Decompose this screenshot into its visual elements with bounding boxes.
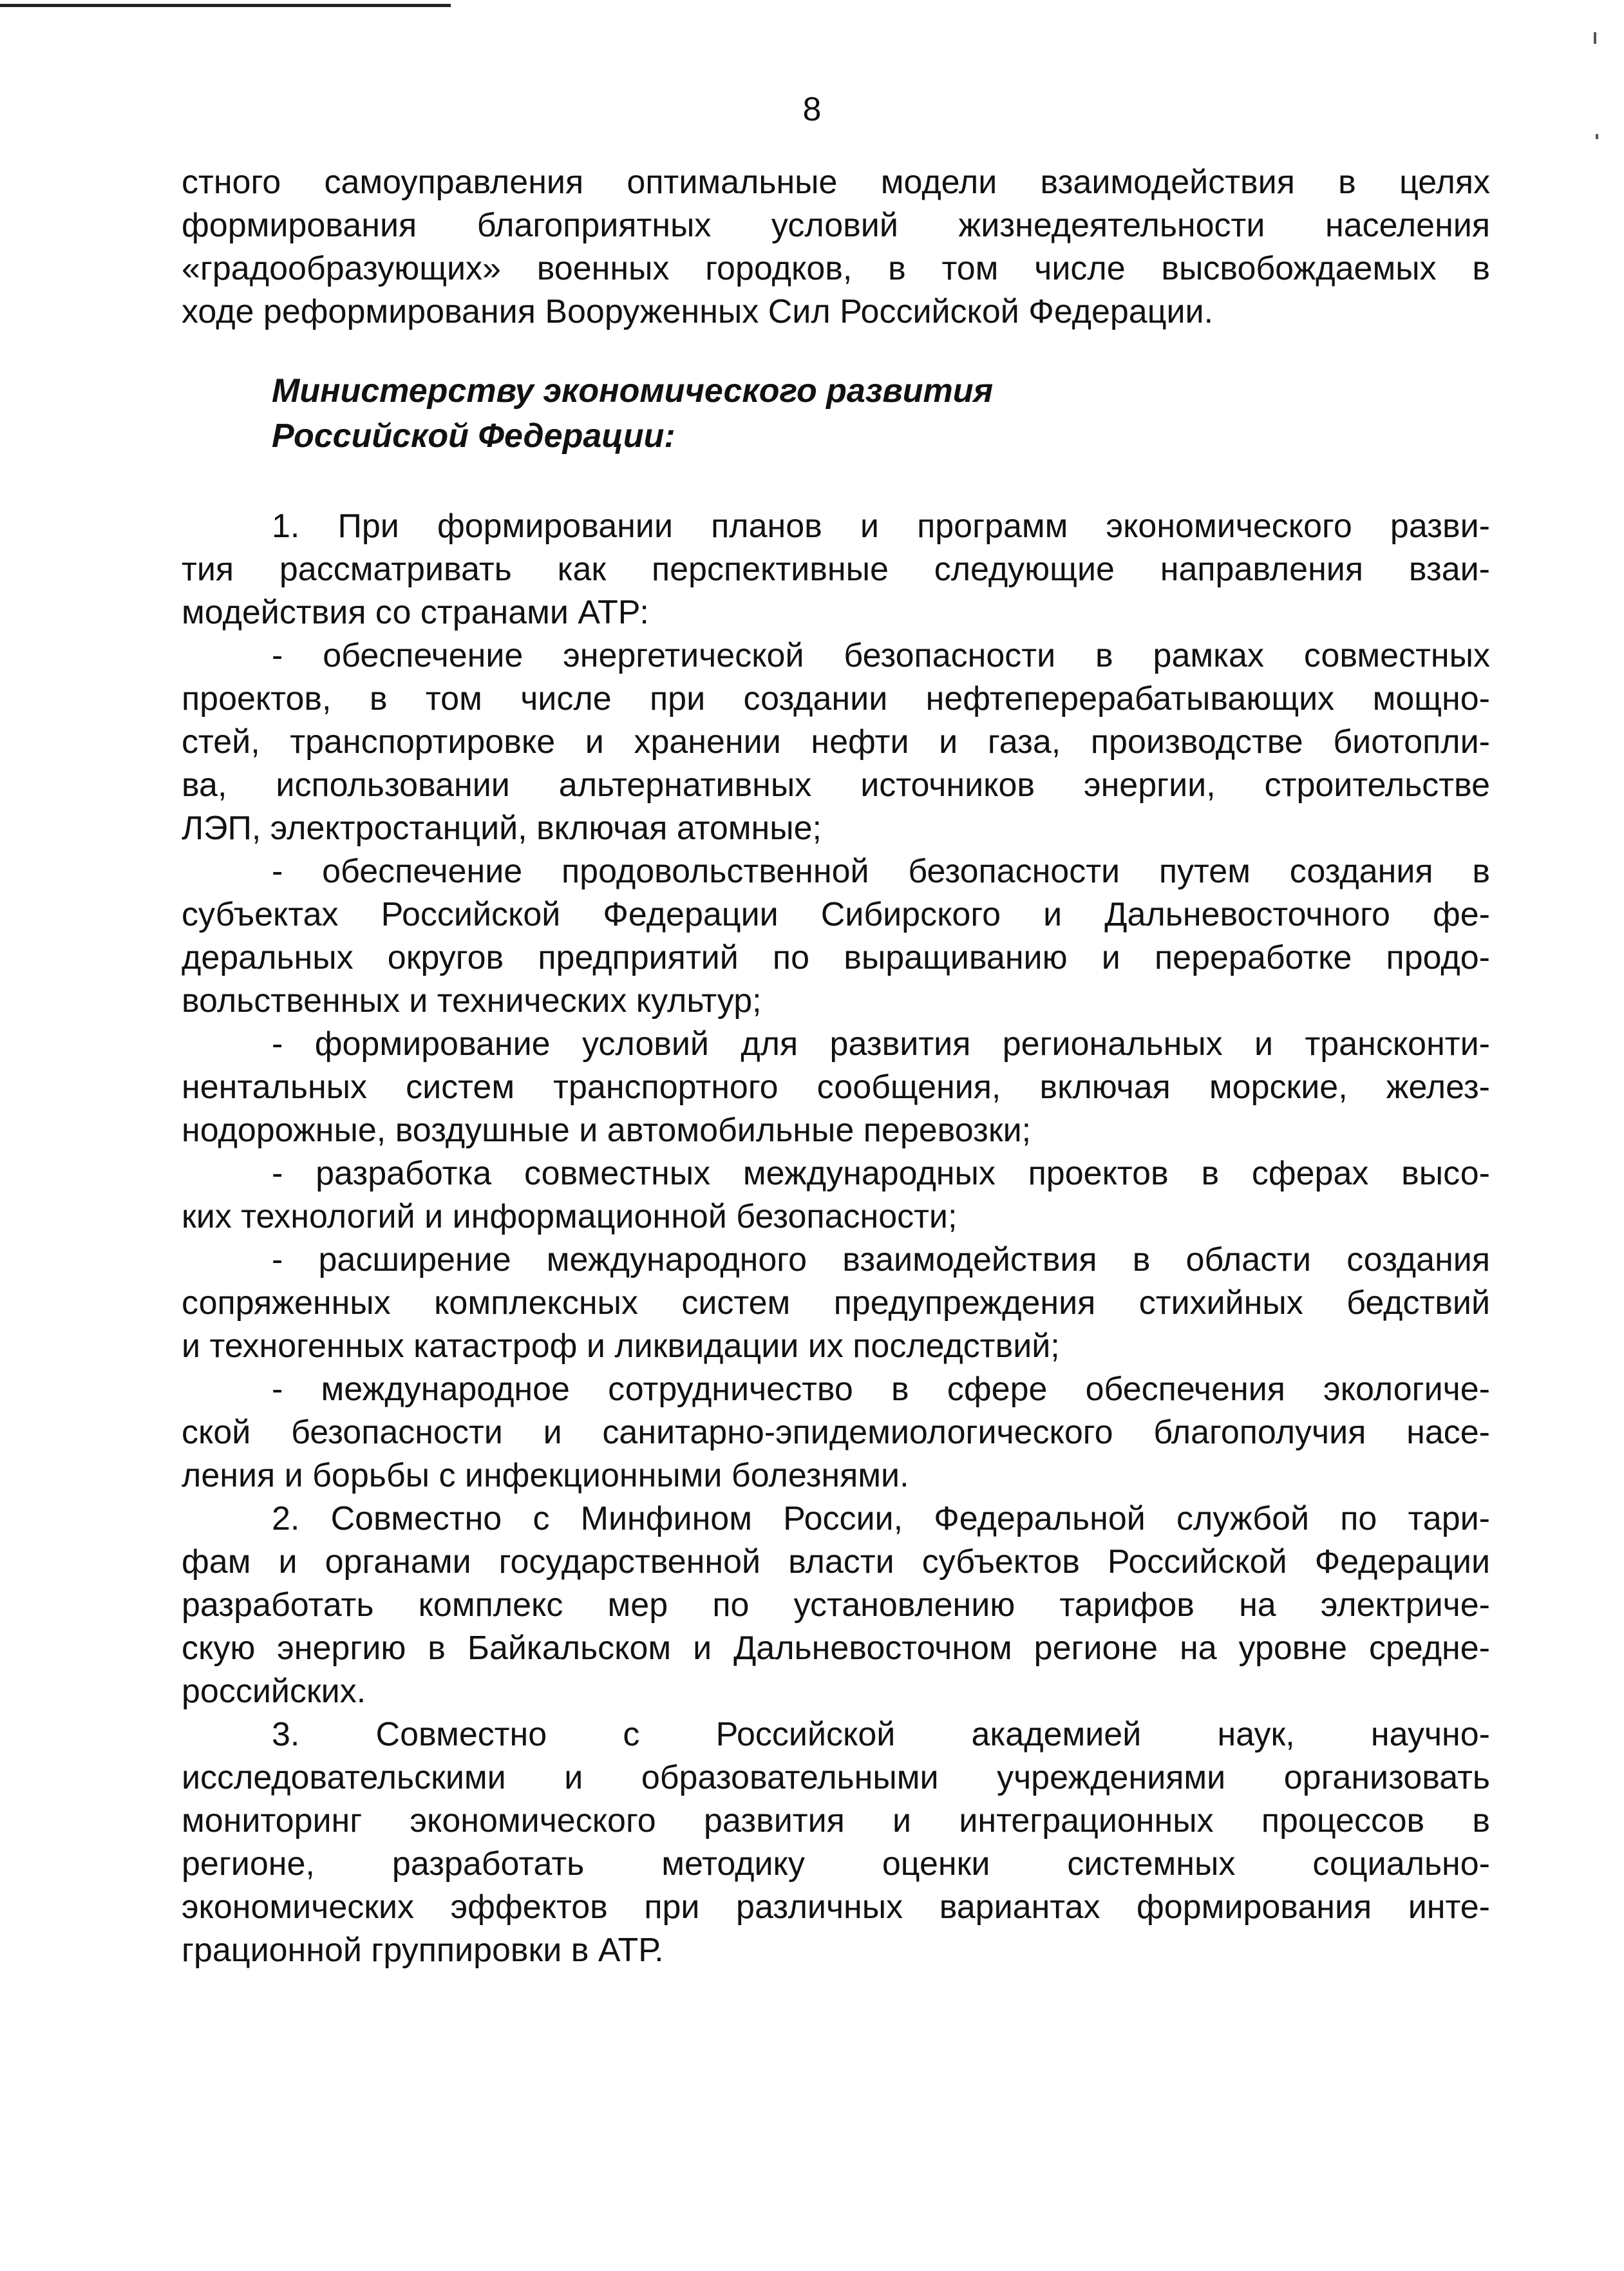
- paragraph: [182, 1497, 1490, 1713]
- section-heading-line-2: Российской Федерации:: [272, 417, 675, 455]
- text-line: 2. Совместно с Минфином России, Федеральной службой по тари-: [272, 1500, 1490, 1537]
- text-line: деральных округов предприятий по выращиванию и переработке продо-: [182, 939, 1490, 976]
- paragraph: [182, 1023, 1490, 1152]
- text-line: мониторинг экономического развития и интеграционных процессов в: [182, 1802, 1490, 1839]
- text-line: стного самоуправления оптимальные модели взаимодействия в целях: [182, 164, 1490, 201]
- text-line: грационной группировки в АТР.: [182, 1932, 664, 1969]
- text-line: - обеспечение продовольственной безопасности путем создания в: [272, 853, 1490, 890]
- section-heading-line-1: Министерству экономического развития: [272, 372, 994, 410]
- text-line: модействия со странами АТР:: [182, 594, 649, 631]
- text-line: исследовательскими и образовательными учреждениями организовать: [182, 1759, 1490, 1796]
- text-line: нодорожные, воздушные и автомобильные перевозки;: [182, 1112, 1032, 1149]
- paragraph: [182, 850, 1490, 1023]
- text-line: - расширение международного взаимодействия в области создания: [272, 1241, 1490, 1278]
- text-line: ЛЭП, электростанций, включая атомные;: [182, 810, 822, 847]
- text-line: субъектах Российской Федерации Сибирского и Дальневосточного фе-: [182, 896, 1490, 933]
- paragraph: [182, 1368, 1490, 1497]
- text-line: скую энергию в Байкальском и Дальневосточном регионе на уровне средне-: [182, 1630, 1490, 1667]
- text-line: стей, транспортировке и хранении нефти и газа, производстве биотопли-: [182, 723, 1490, 761]
- text-line: 3. Совместно с Российской академией наук, научно-: [272, 1716, 1490, 1753]
- paragraph: [182, 1713, 1490, 1972]
- text-line: нентальных систем транспортного сообщения, включая морские, желез-: [182, 1069, 1490, 1106]
- text-line: формирования благоприятных условий жизнедеятельности населения: [182, 207, 1490, 244]
- text-line: регионе, разработать методику оценки системных социально-: [182, 1845, 1490, 1883]
- text-line: и техногенных катастроф и ликвидации их последствий;: [182, 1327, 1060, 1365]
- text-line: 1. При формировании планов и программ экономического разви-: [272, 508, 1490, 545]
- text-line: - международное сотрудничество в сфере обеспечения экологиче-: [272, 1371, 1490, 1408]
- text-line: - формирование условий для развития региональных и трансконти-: [272, 1025, 1490, 1063]
- text-line: проектов, в том числе при создании нефтеперерабатывающих мощно-: [182, 680, 1490, 717]
- text-line: тия рассматривать как перспективные следующие направления взаи-: [182, 551, 1490, 588]
- text-line: сопряженных комплексных систем предупреждения стихийных бедствий: [182, 1284, 1490, 1322]
- text-line: ких технологий и информационной безопасности;: [182, 1198, 958, 1235]
- intro-paragraph: [182, 161, 1490, 334]
- text-line: разработать комплекс мер по установлению тарифов на электриче-: [182, 1586, 1490, 1624]
- paragraph: [182, 1239, 1490, 1368]
- text-line: вольственных и технических культур;: [182, 982, 762, 1020]
- paragraph: [182, 505, 1490, 634]
- text-line: ва, использовании альтернативных источников энергии, строительстве: [182, 766, 1490, 804]
- text-line: ской безопасности и санитарно-эпидемиологического благополучия насе-: [182, 1414, 1490, 1451]
- body-text: [182, 505, 1490, 1972]
- text-line: - обеспечение энергетической безопасности в рамках совместных: [272, 637, 1490, 674]
- text-line: - разработка совместных международных проектов в сферах высо-: [272, 1155, 1490, 1192]
- paragraph: [182, 634, 1490, 850]
- page-number: 8: [802, 91, 822, 128]
- text-line: ления и борьбы с инфекционными болезнями.: [182, 1457, 909, 1494]
- paragraph: [182, 1152, 1490, 1239]
- text-line: фам и органами государственной власти субъектов Российской Федерации: [182, 1543, 1490, 1581]
- scan-artifact-mark: [1594, 32, 1596, 44]
- text-line: российских.: [182, 1673, 366, 1710]
- scan-artifact-mark: [1596, 134, 1598, 139]
- text-line: «градообразующих» военных городков, в том числе высвобождаемых в: [182, 250, 1490, 287]
- text-line: ходе реформирования Вооруженных Сил Российской Федерации.: [182, 293, 1214, 330]
- text-line: экономических эффектов при различных вариантах формирования инте-: [182, 1888, 1490, 1926]
- scan-artifact-line: [0, 4, 451, 7]
